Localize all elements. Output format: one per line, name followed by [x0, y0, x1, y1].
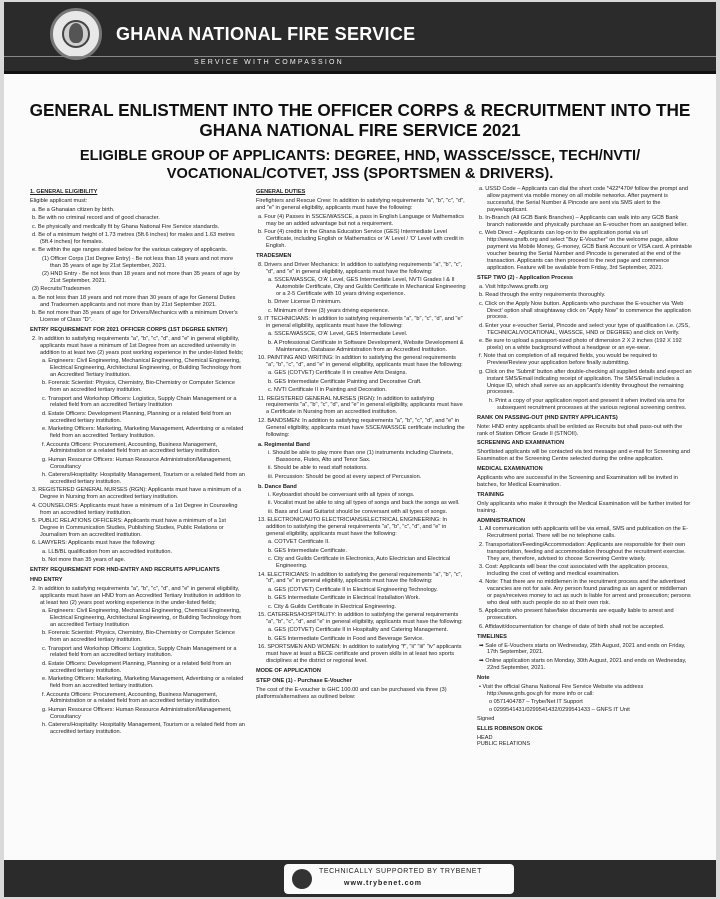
footer-url: www.trybenet.com: [344, 880, 422, 887]
gnfs-crest-logo: [50, 8, 102, 60]
trybenet-logo: [292, 869, 312, 889]
brand-tagline: SERVICE WITH COMPASSION: [194, 59, 344, 66]
footer-support-text: TECHNICALLY SUPPORTED BY TRYBENET: [319, 868, 482, 875]
hnd-heading: ENTRY REQUIREMENT FOR HND-ENTRY AND RECRUITS APPLICANTS: [30, 567, 220, 573]
column-application: a. USSD Code – Applicants can dial the short code *422*470# follow the prompt and allow payment via mobile money on all mobile networks. After payment is successful, the Serial Number & Pincode are sent via SMS alert to the payee/applicant. b. In-Branch (All GCB Bank Branches) – Applicants can walk into any GCB Bank branch nationwide and physically purchase an E-voucher from an assigned teller. c. Web Direct – Applicants can log-on to the application portal via url http://www.gnsfb.org and select "Buy E-Voucher" on the welcome page, allow payment via Mobile Money, G-money, GCB Bank Account or VISA card. A printable voucher bearing the Serial Number and Pincode is generated at the end of the transaction. Applicants can then proceed to the next page and commence application. Feature will be available from Friday, 3rd September, 2021. STEP TWO (2) - Application Process a. Visit http://www.gnsfb.org b. Read through the entry requirements thoroughly. c. Click on the Apply Now button. Applicants who purchase the E-voucher via 'Web Direct' option shall straightaway click on "Apply Now" to commence the application process. d. Enter your e-voucher Serial, Pincode and select your type of qualification i.e. (JSS, TECHNICAL/VOCATIONAL, WASSCE, HND or DEGREE) and click on Verify. e. Be sure to upload a passport-sized photo of dimension 2 X 2 inches (192 X 192 pixels) on a white background without a headgear or an eye-wear. f. Note that on completion of all required fields, you would be required to Preview/Review your application before finally submitting. g. Click on the 'Submit' button after double-checking all supplied details and expect an instant SMS/Email indicating receipt of application. The SMS/Email includes a Unique ID, which shall serve as an applicant's identity throughout the remaining processes. h. Print a copy of your application report and present it when invited via sms for subsequent recruitment processes at the various regional screening centres. RANK ON PASSING-OUT (HND ENTRY APPLICANTS) Note: HND entry applicants shall be enlisted as Recruits but shall pass-out with the rank of Station Officer Grade II (STNOII). SCREENING AND EXAMINATION Shortlisted applicants will be contacted via text message and e-mail for Screening and Examination at the Screening Centre selected during the online application. MEDICAL EXAMINATION Applicants who are successful in the Screening and Examination will be invited in batches, for Medical Examination. TRAINING Only applicants who make it through the Medical Examination will be further invited for training. ADMINISTRATION 1. All communication with applicants will be via email, SMS and publication on the E-Recruitment portal. There will be no telephone calls. 2. Transportation/Feeding/Accommodation: Applicants are responsible for their own transportation, feeding and accommodation throughout the recruitment exercise. They are, therefore, advised to choose Screening Centre wisely. 3. Cost: Applicants will bear the cost associated with the application process, including the cost of vetting and medical examination. 4. Note: That there are no middlemen in the recruitment process and the advertised vacancies are not for sale. Any person found parading as an agent or middleman or pays/receives money to act as such is liable for arrest and prosecution; persons who deal with such people do so at their own risk. 5. Applicants who present false/fake documents are equally liable to arrest and prosecution. 6. Affidavit/documentation for change of date of birth shall not be accepted. TIMELINES ➡ Sale of E-Vouchers starts on Wednesday, 25th August, 2021 and ends on Friday, 17th September, 2021. ➡ Online application starts on Monday, 30th August, 2021 and ends on Wednesday, 22nd September, 2021. Note • Visit the official Ghana National Fire Service Website via address http://www.gnfs.gov.gh for more info or call: o 0571404787 – Trybe/Net IT Support o 0299541431/0299541432/0299541433 – GNFS IT Unit Signed ELLIS ROBINSON OKOE HEAD PUBLIC RELATIONS: [477, 186, 692, 748]
officer-corps-heading: ENTRY REQUIREMENT FOR 2021 OFFICER CORPS (1ST DEGREE ENTRY): [30, 326, 228, 333]
subheadline-line1: ELIGIBLE GROUP OF APPLICANTS: DEGREE, HND, WASSCE/SSCE, TECH/NVTI/: [79, 148, 641, 164]
column-eligibility: 1. GENERAL ELIGIBILITY Eligible applicant must: a. Be a Ghanaian citizen by birth. b. Be with no criminal record and of good character. c. Be physically and medically fit by Ghana National Fire Service standards. d. Be of a minimum height of 1.73 metres (5ft.6 inches) for males and 1.63 metres (5ft.4 inches) for females. e. Be within the age ranges stated below for the various category of applicants. (1) Officer Corps (1st Degree Entry) - Be not less than 18 years and not more than 35 years of age by 21st September, 2021. (2) HND Entry - Be not less than 18 years and not more than 35 years of age by 21st September, 2021. (3) Recruits/Tradesmen a. Be not less than 18 years and not more than 30 years of age for General Duties and Tradesmen applicants and not more than by 21st September 2021. b. Be not more than 35 years of age for Drivers/Mechanics with a minimum Driver's License of Class "D". ENTRY REQUIREMENT FOR 2021 OFFICER CORPS (1ST DEGREE ENTRY) 2. In addition to satisfying requirements "a", "b", "c", "d", and "e" in general eligibility, applicants must have a minimum of 1st Degree from an accredited university in addition to at least two (2) years post working experience in the under-listed fields; a. Engineers: Civil Engineering, Mechanical Engineering, Chemical Engineering, Electrical Engineering, Architectural Engineering, or Building Technology from an Accredited Tertiary Institution. b. Forensic Scientist: Physics, Chemistry, Bio-Chemistry or Computer Science from an accredited tertiary institution. c. Transport and Workshop Officers: Logistics, Supply Chain Management or a related field from an accredited Tertiary Institution d. Estate Officers: Development Planning, Planning or a related field from an accredited tertiary institution. e. Marketing Officers: Marketing, Marketing Management, Advertising or a related field from an accredited Tertiary Institution. f. Accounts Officers: Procurement, Accounting, Business Management, Administration or a related field from an accredited tertiary institution. g. Human Resource Officers: Human Resource Administration/Management, Consultancy h. Caterers/Hospitality: Hospitality Management, Tourism or a related field from an accredited tertiary institution. 3. REGISTERED GENERAL NURSES (RGN): Applicants must have a minimum of a Degree in Nursing from an accredited tertiary institution. 4. COUNSELORS: Applicants must have a minimum of a 1st Degree in Counseling from an accredited tertiary institution. 5. PUBLIC RELATIONS OFFICERS: Applicants must have a minimum of a 1st Degree in Communication Studies, Publishing Studies, Public Relations or Journalism from an accredited institution. 6. LAWYERS: Applicants must have the following: a. LLB/BL qualification from an accredited institution. b. Not more than 35 years of age. ENTRY REQUIREMENT FOR HND-ENTRY AND RECRUITS APPLICANTS HND ENTRY 2. In addition to satisfying requirements "a", "b", "c", "d", and "e" in general eligibility, applicants must have an HND from an Accredited Tertiary Institution in addition to at least two (2) years post working experience in the under-listed fields; a. Engineers: Civil Engineering, Mechanical Engineering, Chemical Engineering, Electrical Engineering, Architectural Engineering, or Building Technology from an accredited Tertiary Institution b. Forensic Scientist: Physics, Chemistry, Bio-Chemistry or Computer Science from an accredited tertiary institution. c. Transport and Workshop Officers: Logistics, Supply Chain Management or a related field from an accredited tertiary institution. d. Estate Officers: Development Planning, Planning or a related field from an accredited tertiary institution. e. Marketing Officers: Marketing, Marketing Management, Advertising or a related field from an accredited tertiary institution. f. Accounts Officers: Procurement, Accounting, Business Management, Administration or a related field from an accredited tertiary institution. g. Human Resource Officers: Human Resource Administration/Management, Consultancy h. Caterers/Hospitality: Hospitality Management, Tourism or a related field from an accredited tertiary institution.: [30, 189, 245, 736]
headline-line1: GENERAL ENLISTMENT INTO THE OFFICER CORPS & RECRUITMENT INTO THE: [29, 100, 691, 120]
subheadline-line2: VOCATIONAL/COTVET, JSS (SPORTSMEN & DRIVERS).: [166, 166, 554, 182]
headline-line2: GHANA NATIONAL FIRE SERVICE 2021: [199, 120, 521, 140]
flame-icon: [69, 23, 83, 43]
brand-title: GHANA NATIONAL FIRE SERVICE: [116, 24, 416, 44]
signatory-name: ELLIS ROBINSON OKOE: [477, 725, 543, 732]
advert-sheet: [4, 2, 716, 897]
header-banner: [4, 2, 716, 74]
column-duties: GENERAL DUTIES Firefighters and Rescue Crew: In addition to satisfying requirements "a", "b", "c", "d", and "e" in general eligibility, applicants must have the following: a. Four (4) Passes in SSCE/WASSCE, a pass in English Language or Mathematics may be an added advantage but not a requirement. b. Four (4) credits in the Ghana Education Service (GES) Intermediate Level Certificate, including English or Mathematics or 'A' Level / 'O' Level with credit in English. TRADESMEN 8. Drivers and Driver Mechanics: In addition to satisfying requirements "a", "b", "c", "d", and "e" in general eligibility, applicants must have the following: a. SSCE/WASSCE, O'A' Level, GES Intermediate Level, NVTI Grades I & II Automobile Certificate, City and Guilds Certificate in Mechanical Engineering or a 2-5 Certificate with 10 years driving experience. b. Driver License D minimum. c. Minimum of three (3) years driving experience. 9. IT TECHNICIANS: In addition to satisfying requirements "a", "b", "c", "d", and "e" in general eligibility, applicants must have the following: a. SSCE/WASSCE, O'A' Level, GES Intermediate Level. b. A Professional Certificate in Software Development, Website Development & Maintenance, Database Administration from an Accredited Institution. 10. PAINTING AND WRITING: In addition to satisfying the general requirements "a", "b", "c", "d", and "e" in general eligibility, applicants must have the following: a. GES (COTVET) Certificate II in creative Arts Designs. b. GES Intermediate Certificate Painting and Decorative Craft. c. NVTI Certificate II in Painting and Decoration. 11. REGISTERED GENERAL NURSES (RGN): In addition to satisfying requirements "a", "b", "c", "d", and "e" in general eligibility, applicants must have a Certificate in Nursing from an accredited institution. 12. BANDSMEN: In addition to satisfying requirements "a", "b", "c", "d", and "e" in General eligibility, applicants must have SSCE/WASSCE certificate including the following: a. Regimental Band i. Should be able to play more than one (1) instruments including Clarinets, Bassoons, Flutes, Alto and Tenor Sax. ii. Should be able to read staff notations. iii. Percussion: Should be good at every aspect of Percussion. b. Dance Band i. Keyboardist should be conversant with all types of songs. ii. Vocalist must be able to sing all types of songs and back the songs as well. iii. Bass and Lead Guitarist should be conversant with all types of songs. 13. ELECTRONIC/AUTO ELECTRICIANS/ELECTRICAL ENGINEERING: In addition to satisfying the general requirements "a", "b", "c", "d", and "e" in general eligibility, applicants must have the following: a. COTVET Certificate II. b. GES Intermediate Certificate. c. City and Guilds Certificate in Electronics, Auto Electrician and Electrical Engineering. 14. ELECTRICIANS: In addition to satisfying the general requirements "a", "b", "c", "d", and "e" in general eligibility, applicants must have the following: a. GES (COTVET) Certificate II in Electrical Engineering Technology. b. GES Intermediate Certificate in Electrical Installation Work. c. City & Guilds Certificate in Electrical Engineering. 15. CATERERS/HOSPITALITY: In addition to satisfying the general requirements "a", "b", "c", "d", and "e" in general eligibility, applicants must have the following: a. GES (COTVET) Certificate II in Hospitality and Catering Management. b. GES Intermediate Certificate in Food and Beverage Service. 16. SPORTSMEN AND WOMEN: In addition to satisfying "f", "ii" "iii" "iv" applicants must have at least a BECE certificate and proven skills in at least two sports disciplines at the district or regional level. MODE OF APPLICATION STEP ONE (1) - Purchase E-Voucher The cost of the E-voucher is GHC 100.00 and can be purchased via three (3) platforms/alternatives as outlined below:: [256, 189, 466, 700]
